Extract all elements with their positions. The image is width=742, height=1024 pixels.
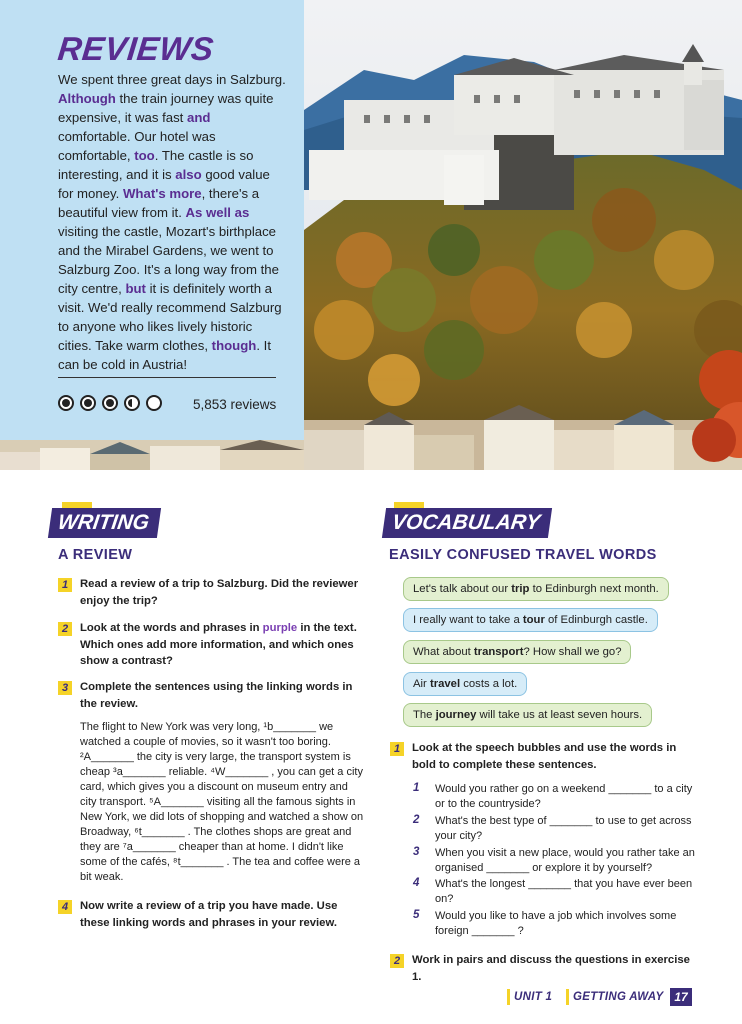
footer-title: GETTING AWAY — [573, 991, 664, 1003]
reviews-title: REVIEWS — [56, 30, 216, 67]
rating-circle-icon — [80, 395, 96, 411]
writing-heading: WRITING — [48, 508, 161, 538]
rating-circle-icon — [102, 395, 118, 411]
bubble-bold-word: travel — [429, 678, 461, 690]
vocabulary-item: Would you like to have a job which involves some foreign _______ ? — [435, 910, 677, 937]
writing-question-3: Complete the sentences using the linking words in the review. — [80, 681, 353, 710]
linking-word: and — [187, 110, 211, 125]
linking-word: though — [211, 338, 257, 353]
vocabulary-subheading: EASILY CONFUSED TRAVEL WORDS — [389, 547, 657, 563]
vocabulary-item: What's the best type of _______ to use to get across your city? — [435, 815, 692, 842]
exercise-number: 3 — [58, 681, 72, 695]
writing-question-1: Read a review of a trip to Salzburg. Did the reviewer enjoy the trip? — [80, 578, 359, 607]
review-text-part: . It can be cold in Austria! — [58, 338, 271, 372]
item-number: 3 — [413, 846, 420, 858]
review-text-part: comfortable. Our hotel was comfortable, — [58, 129, 216, 163]
review-text-part: good value for money. — [58, 167, 270, 201]
bubble-bold-word: journey — [435, 709, 477, 721]
divider — [58, 377, 276, 378]
bubble-bold-word: tour — [522, 614, 545, 626]
review-text-part: , there's a beautiful view from it. — [58, 186, 260, 220]
speech-bubble — [403, 703, 652, 727]
rating-circle-icon — [124, 395, 140, 411]
item-number: 1 — [413, 782, 420, 794]
writing-subheading: A REVIEW — [58, 547, 133, 563]
writing-question-2 — [80, 620, 365, 670]
gap-fill-text: The flight to New York was very long, ¹b_______ we watched a couple of movies, so it wasn't too boring. ²A_______ the city is very large, the transport system is cheap ³a_______ reliable. ⁴W_______ , you can get a city card, which gives you a discount on museum entry and city transport. ⁵A_______ visiting all the famous sights in New York, we did lots of shopping and watched a show on Broadway, ⁶t_______ . The clothes shops are great and they are ⁷a_______ cheaper than at home. I didn't like some of the cafés, ⁸t_______ . The tea and coffee were a bit weak. — [80, 721, 364, 883]
vocabulary-exercise-1: Look at the speech bubbles and use the words in bold to complete these sentences. — [412, 742, 677, 771]
bubble-text: of Edinburgh castle. — [544, 614, 648, 626]
bubble-bold-word: transport — [473, 646, 524, 658]
review-text-part: the train journey was quite expensive, it was fast — [58, 91, 274, 125]
speech-bubble — [403, 640, 631, 664]
bubble-bold-word: trip — [511, 583, 530, 595]
rating-circle-icon — [58, 395, 74, 411]
speech-bubble — [403, 672, 527, 696]
footer-accent — [566, 989, 569, 1005]
linking-word: also — [175, 167, 202, 182]
footer-accent — [507, 989, 510, 1005]
vocabulary-item: What's the longest _______ that you have ever been on? — [435, 878, 693, 905]
exercise-number: 2 — [390, 954, 404, 968]
question-text: in the text. Which ones add more information, and which ones show a contrast? — [80, 622, 357, 667]
linking-word: What's more — [122, 186, 202, 201]
bubble-text: ? How shall we go? — [523, 646, 622, 658]
linking-word: too — [134, 148, 155, 163]
bubble-text: I really want to take a — [413, 614, 523, 626]
rating-circles — [58, 395, 162, 411]
item-number: 2 — [413, 814, 420, 826]
linking-word: but — [125, 281, 146, 296]
review-text — [58, 70, 286, 374]
linking-word: Although — [58, 91, 116, 106]
bubble-text: will take us at least seven hours. — [476, 709, 643, 721]
exercise-number: 2 — [58, 622, 72, 636]
review-text-part: it is definitely worth a visit. We'd really recommend Salzburg to anyone who likes lively historic cities. Take warm clothes, — [58, 281, 282, 353]
speech-bubble — [403, 608, 658, 632]
review-count: 5,853 reviews — [193, 397, 277, 412]
page-number: 17 — [670, 988, 692, 1006]
review-text-part: We spent three great days in Salzburg. — [58, 72, 286, 87]
vocabulary-heading: VOCABULARY — [382, 508, 552, 538]
question-text: Look at the words and phrases in — [80, 622, 263, 634]
bubble-text: Air — [413, 678, 430, 690]
footer-unit: UNIT 1 — [514, 991, 553, 1003]
vocabulary-item: When you visit a new place, would you rather take an organised _______ or explore it by yourself? — [435, 847, 695, 874]
review-text-part: . The castle is so interesting, and it is — [58, 148, 254, 182]
bubble-text: costs a lot. — [460, 678, 518, 690]
bubble-text: Let's talk about our — [413, 583, 512, 595]
item-number: 5 — [413, 909, 420, 921]
review-text-part: visiting the castle, Mozart's birthplace and the Mirabel Gardens, we went to Salzburg Zoo. It's a long way from the city centre, — [58, 224, 279, 296]
writing-question-4: Now write a review of a trip you have made. Use these linking words and phrases in your review. — [80, 900, 338, 929]
exercise-number: 1 — [390, 742, 404, 756]
exercise-number: 4 — [58, 900, 72, 914]
item-number: 4 — [413, 877, 420, 889]
purple-word: purple — [262, 622, 298, 634]
rating-circle-icon — [146, 395, 162, 411]
salzburg-castle-photo — [304, 0, 742, 470]
exercise-number: 1 — [58, 578, 72, 592]
bubble-text: What about — [413, 646, 474, 658]
speech-bubble — [403, 577, 669, 601]
linking-word: As well as — [185, 205, 250, 220]
vocabulary-exercise-2: Work in pairs and discuss the questions in exercise 1. — [412, 954, 690, 983]
vocabulary-item: Would you rather go on a weekend _______ to a city or to the countryside? — [435, 783, 693, 810]
town-strip — [0, 440, 304, 470]
bubble-text: The — [413, 709, 436, 721]
bubble-text: to Edinburgh next month. — [529, 583, 659, 595]
